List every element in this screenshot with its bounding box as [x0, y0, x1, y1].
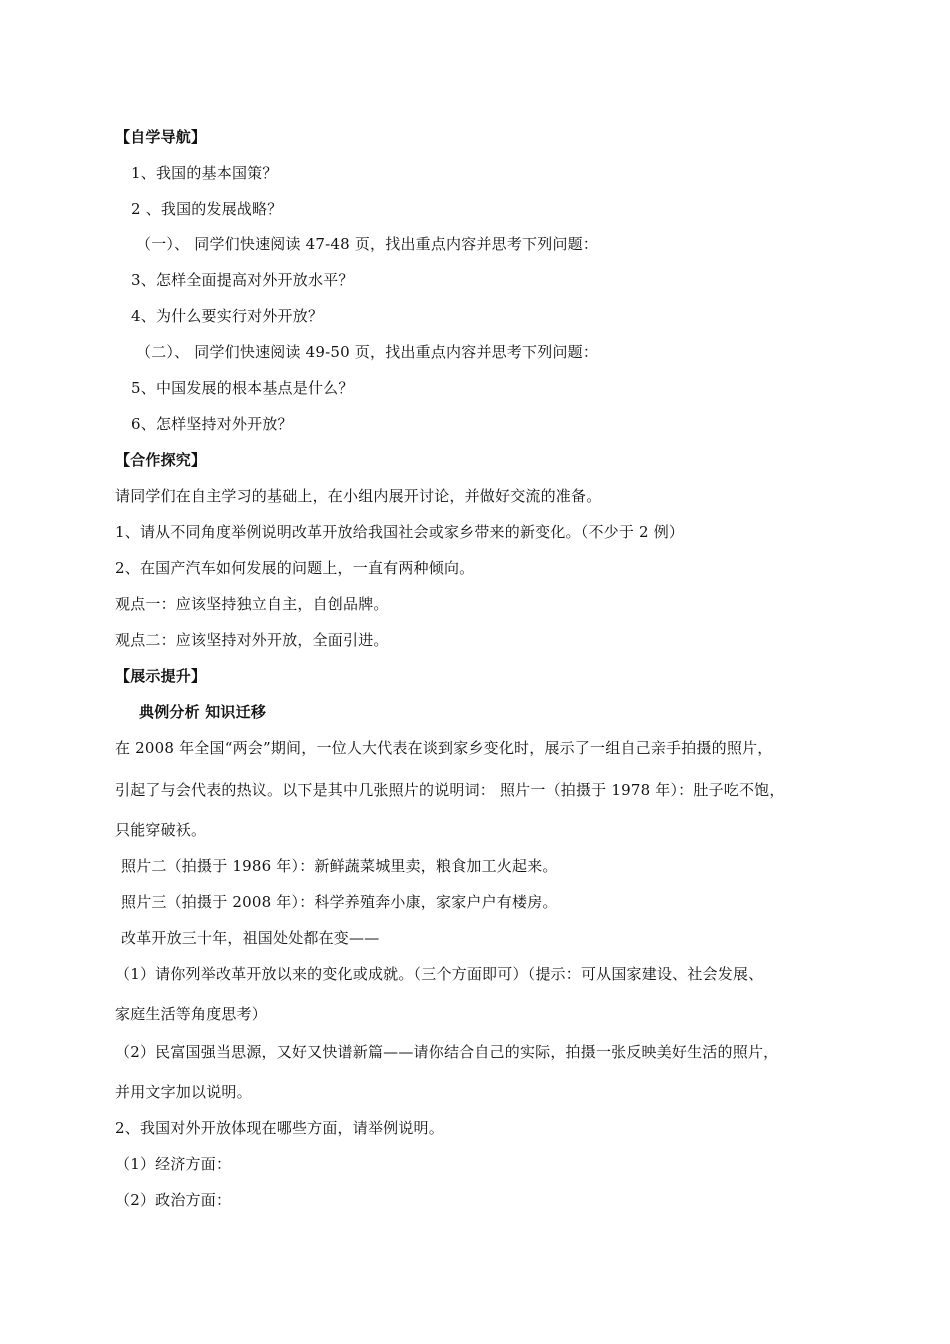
nav-item-6: 6、怎样坚持对外开放？ [131, 415, 293, 433]
showcase-line-2: 引起了与会代表的热议。以下是其中几张照片的说明词： 照片一（拍摄于 1978 年）：肚子吃不饱， [115, 781, 785, 799]
nav-item-4: 4、为什么要实行对外开放？ [131, 307, 324, 325]
showcase-line-thirty-years: 改革开放三十年，祖国处处都在变—— [121, 929, 380, 947]
showcase-photo-three: 照片三（拍摄于 2008 年）：科学养殖奔小康，家家户户有楼房。 [121, 893, 558, 911]
showcase-question-2-cont: 并用文字加以说明。 [115, 1083, 252, 1101]
coop-line-view-two: 观点二：应该坚持对外开放，全面引进。 [115, 631, 389, 649]
showcase-political: （2）政治方面： [115, 1191, 232, 1209]
showcase-line-1: 在 2008 年全国“两会”期间，一位人大代表在谈到家乡变化时，展示了一组自己亲手拍摄的照片， [115, 739, 773, 757]
showcase-question-1-cont: 家庭生活等角度思考） [115, 1005, 268, 1023]
showcase-line-3: 只能穿破袄。 [115, 821, 207, 839]
nav-item-2: 2 、我国的发展战略？ [131, 200, 283, 218]
nav-item-5: 5、中国发展的根本基点是什么？ [131, 379, 354, 397]
showcase-question-1: （1）请你列举改革开放以来的变化或成就。（三个方面即可）（提示：可从国家建设、社会发展、 [115, 965, 764, 983]
showcase-photo-two: 照片二（拍摄于 1986 年）：新鲜蔬菜城里卖，粮食加工火起来。 [121, 857, 558, 875]
coop-line-2: 2、在国产汽车如何发展的问题上，一直有两种倾向。 [115, 559, 475, 577]
coop-line-intro: 请同学们在自主学习的基础上，在小组内展开讨论，并做好交流的准备。 [115, 487, 602, 505]
nav-item-part-one: （一）、 同学们快速阅读 47-48 页，找出重点内容并思考下列问题： [136, 235, 599, 253]
nav-item-part-two: （二）、 同学们快速阅读 49-50 页，找出重点内容并思考下列问题： [136, 343, 599, 361]
showcase-opening-up: 2、我国对外开放体现在哪些方面，请举例说明。 [115, 1119, 444, 1137]
section-heading-cooperation: 【合作探究】 [115, 451, 207, 469]
nav-item-1: 1、我国的基本国策？ [131, 164, 278, 182]
coop-line-1: 1、请从不同角度举例说明改革开放给我国社会或家乡带来的新变化。（不少于 2 例） [115, 523, 685, 541]
section-heading-self-study: 【自学导航】 [115, 128, 207, 146]
coop-line-view-one: 观点一：应该坚持独立自主，自创品牌。 [115, 595, 389, 613]
showcase-question-2: （2）民富国强当思源，又好又快谱新篇——请你结合自己的实际，拍摄一张反映美好生活的照片， [115, 1043, 779, 1061]
showcase-economic: （1）经济方面： [115, 1155, 232, 1173]
section-heading-showcase: 【展示提升】 [115, 667, 207, 685]
nav-item-3: 3、怎样全面提高对外开放水平？ [131, 271, 354, 289]
showcase-subheading: 典例分析 知识迁移 [139, 703, 267, 721]
